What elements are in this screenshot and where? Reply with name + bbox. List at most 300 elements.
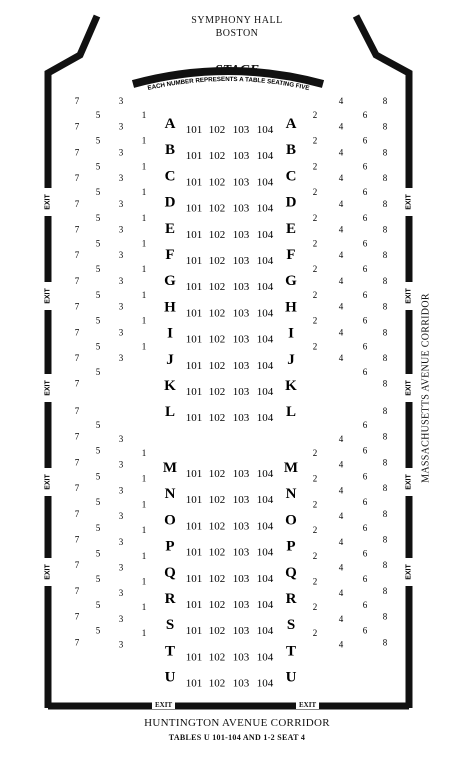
exit-left-1[interactable] — [42, 282, 54, 310]
table-right-4-3[interactable]: 4 — [338, 173, 344, 184]
table-right-2-8[interactable]: 2 — [312, 315, 318, 326]
table-left-7-3[interactable]: 7 — [74, 483, 80, 494]
row-label-i[interactable]: I — [167, 325, 173, 342]
table-right-6-5[interactable]: 6 — [362, 238, 368, 249]
table-n-103[interactable]: 103 — [232, 494, 250, 507]
row-label-h-right[interactable]: H — [285, 299, 297, 316]
table-a-101[interactable]: 101 — [185, 124, 203, 136]
table-k-103[interactable]: 103 — [232, 386, 250, 398]
table-right-6-8[interactable]: 6 — [362, 315, 368, 326]
table-s-104[interactable]: 104 — [256, 625, 274, 638]
table-p-101[interactable]: 101 — [185, 546, 203, 559]
row-label-m-right[interactable]: M — [283, 460, 299, 476]
table-left-5-7[interactable]: 5 — [95, 289, 101, 300]
table-o-103[interactable]: 103 — [232, 520, 250, 533]
table-g-102[interactable]: 102 — [208, 281, 226, 294]
row-label-t-right[interactable]: T — [285, 643, 297, 660]
table-left-5-8[interactable]: 5 — [95, 315, 101, 326]
table-i-101[interactable]: 101 — [185, 333, 203, 346]
table-a-103[interactable]: 103 — [232, 124, 250, 136]
table-f-103[interactable]: 103 — [232, 255, 250, 267]
table-left-7-0[interactable]: 7 — [74, 96, 80, 106]
table-q-101[interactable]: 101 — [185, 572, 203, 585]
table-left-3-6[interactable]: 3 — [118, 250, 124, 261]
row-label-b[interactable]: B — [164, 142, 176, 159]
exit-right-1[interactable] — [403, 282, 415, 310]
table-left-5-8[interactable]: 5 — [95, 625, 101, 636]
table-left-5-1[interactable]: 5 — [95, 445, 101, 456]
table-right-8-4[interactable]: 8 — [382, 508, 388, 519]
row-label-g-right[interactable]: G — [285, 273, 297, 290]
table-right-6-1[interactable]: 6 — [362, 445, 368, 456]
row-label-q-right[interactable]: Q — [285, 564, 297, 581]
table-left-1-9[interactable]: 1 — [141, 341, 147, 352]
table-g-103[interactable]: 103 — [232, 281, 250, 294]
table-left-3-0[interactable]: 3 — [118, 434, 124, 444]
row-label-e-right[interactable]: E — [285, 220, 297, 237]
table-s-103[interactable]: 103 — [232, 625, 250, 638]
table-right-8-3[interactable]: 8 — [382, 483, 388, 494]
table-left-1-3[interactable]: 1 — [141, 525, 147, 536]
table-right-6-8[interactable]: 6 — [362, 625, 368, 636]
row-label-r-right[interactable]: R — [285, 591, 297, 607]
table-q-102[interactable]: 102 — [208, 572, 226, 585]
table-left-3-2[interactable]: 3 — [118, 147, 124, 158]
table-t-101[interactable]: 101 — [185, 651, 203, 664]
table-left-5-1[interactable]: 5 — [95, 135, 101, 146]
table-left-3-7[interactable]: 3 — [118, 275, 124, 286]
row-label-d-right[interactable]: D — [285, 194, 297, 211]
row-label-c[interactable]: C — [164, 168, 176, 185]
table-left-7-7[interactable]: 7 — [74, 585, 80, 596]
table-right-8-0[interactable]: 8 — [382, 96, 388, 106]
table-m-104[interactable]: 104 — [256, 468, 274, 480]
table-u-101[interactable]: 101 — [185, 677, 203, 690]
exit-bottom-left[interactable]: EXIT — [152, 701, 175, 709]
table-left-3-1[interactable]: 3 — [118, 459, 124, 470]
table-r-102[interactable]: 102 — [208, 599, 226, 611]
table-n-101[interactable]: 101 — [185, 494, 203, 507]
table-left-5-3[interactable]: 5 — [95, 187, 101, 198]
table-right-6-2[interactable]: 6 — [362, 161, 368, 172]
table-left-7-11[interactable]: 7 — [74, 378, 80, 389]
table-right-6-6[interactable]: 6 — [362, 574, 368, 585]
table-left-3-9[interactable]: 3 — [118, 327, 124, 338]
table-c-101[interactable]: 101 — [185, 176, 203, 189]
table-right-4-1[interactable]: 4 — [338, 459, 344, 470]
exit-right-2[interactable] — [403, 374, 415, 402]
table-left-3-5[interactable]: 3 — [118, 224, 124, 235]
table-h-102[interactable]: 102 — [208, 307, 226, 320]
table-m-101[interactable]: 101 — [185, 468, 203, 480]
table-u-103[interactable]: 103 — [232, 677, 250, 690]
table-j-102[interactable]: 102 — [208, 359, 226, 372]
table-left-7-6[interactable]: 7 — [74, 250, 80, 261]
table-right-4-5[interactable]: 4 — [338, 224, 344, 235]
table-right-4-8[interactable]: 4 — [338, 301, 344, 312]
row-label-j[interactable]: J — [166, 351, 174, 368]
table-left-1-6[interactable]: 1 — [141, 602, 147, 613]
table-right-4-3[interactable]: 4 — [338, 511, 344, 522]
row-label-n[interactable]: N — [164, 486, 176, 503]
table-i-103[interactable]: 103 — [232, 333, 250, 346]
table-right-4-1[interactable]: 4 — [338, 121, 344, 132]
table-r-103[interactable]: 103 — [232, 599, 250, 611]
table-left-1-7[interactable]: 1 — [141, 627, 147, 638]
table-right-2-7[interactable]: 2 — [312, 627, 318, 638]
table-left-7-4[interactable]: 7 — [74, 198, 80, 209]
table-right-2-4[interactable]: 2 — [312, 550, 318, 561]
row-label-t[interactable]: T — [164, 643, 176, 660]
exit-right-4[interactable] — [403, 558, 415, 586]
table-right-4-6[interactable]: 4 — [338, 250, 344, 261]
row-label-f-right[interactable]: F — [286, 247, 296, 263]
table-right-2-3[interactable]: 2 — [312, 187, 318, 198]
table-right-2-2[interactable]: 2 — [312, 499, 318, 510]
table-right-4-9[interactable]: 4 — [338, 327, 344, 338]
exit-left-2[interactable] — [42, 374, 54, 402]
table-n-102[interactable]: 102 — [208, 494, 226, 507]
table-left-5-3[interactable]: 5 — [95, 497, 101, 508]
table-right-2-5[interactable]: 2 — [312, 238, 318, 249]
table-g-101[interactable]: 101 — [185, 281, 203, 294]
table-right-4-4[interactable]: 4 — [338, 536, 344, 547]
row-label-f[interactable]: F — [165, 247, 175, 263]
row-label-s[interactable]: S — [165, 617, 175, 634]
table-left-7-2[interactable]: 7 — [74, 147, 80, 158]
table-left-1-0[interactable]: 1 — [141, 110, 147, 120]
row-label-n-right[interactable]: N — [285, 486, 297, 503]
table-left-1-5[interactable]: 1 — [141, 238, 147, 249]
table-right-6-9[interactable]: 6 — [362, 341, 368, 352]
table-left-1-6[interactable]: 1 — [141, 264, 147, 275]
table-f-102[interactable]: 102 — [208, 255, 226, 267]
exit-left-4[interactable] — [42, 558, 54, 586]
table-right-2-1[interactable]: 2 — [312, 473, 318, 484]
table-left-3-3[interactable]: 3 — [118, 511, 124, 522]
row-label-k-right[interactable]: K — [285, 378, 297, 394]
table-right-8-5[interactable]: 8 — [382, 224, 388, 235]
table-c-103[interactable]: 103 — [232, 176, 250, 189]
table-left-5-9[interactable]: 5 — [95, 341, 101, 352]
table-left-1-7[interactable]: 1 — [141, 289, 147, 300]
table-left-3-4[interactable]: 3 — [118, 198, 124, 209]
table-l-102[interactable]: 102 — [208, 412, 226, 425]
table-left-1-4[interactable]: 1 — [141, 550, 147, 561]
table-right-2-1[interactable]: 2 — [312, 135, 318, 146]
exit-right-3[interactable] — [403, 468, 415, 496]
table-c-102[interactable]: 102 — [208, 176, 226, 189]
table-left-1-8[interactable]: 1 — [141, 315, 147, 326]
table-right-8-6[interactable]: 8 — [382, 250, 388, 261]
table-left-3-7[interactable]: 3 — [118, 613, 124, 624]
table-left-1-4[interactable]: 1 — [141, 212, 147, 223]
table-right-4-5[interactable]: 4 — [338, 562, 344, 573]
table-left-7-9[interactable]: 7 — [74, 327, 80, 338]
table-d-101[interactable]: 101 — [185, 202, 203, 215]
table-left-1-3[interactable]: 1 — [141, 187, 147, 198]
table-d-104[interactable]: 104 — [256, 202, 274, 215]
table-right-8-2[interactable]: 8 — [382, 147, 388, 158]
exit-right-0[interactable] — [403, 188, 415, 216]
table-right-6-7[interactable]: 6 — [362, 599, 368, 610]
row-label-o[interactable]: O — [164, 512, 176, 529]
table-s-102[interactable]: 102 — [208, 625, 226, 638]
table-right-2-0[interactable]: 2 — [312, 448, 318, 458]
table-right-2-9[interactable]: 2 — [312, 341, 318, 352]
table-q-104[interactable]: 104 — [256, 572, 274, 585]
table-left-5-4[interactable]: 5 — [95, 212, 101, 223]
table-right-4-8[interactable]: 4 — [338, 639, 344, 650]
table-i-104[interactable]: 104 — [256, 333, 274, 346]
table-g-104[interactable]: 104 — [256, 281, 274, 294]
table-right-6-0[interactable]: 6 — [362, 420, 368, 430]
table-o-104[interactable]: 104 — [256, 520, 274, 533]
table-right-8-0[interactable]: 8 — [382, 406, 388, 416]
table-t-104[interactable]: 104 — [256, 651, 274, 664]
table-left-7-1[interactable]: 7 — [74, 431, 80, 442]
table-left-5-5[interactable]: 5 — [95, 238, 101, 249]
table-h-103[interactable]: 103 — [232, 307, 250, 320]
row-label-d[interactable]: D — [164, 194, 176, 211]
exit-left-0[interactable] — [42, 188, 54, 216]
table-left-1-2[interactable]: 1 — [141, 499, 147, 510]
table-o-101[interactable]: 101 — [185, 520, 203, 533]
table-right-2-3[interactable]: 2 — [312, 525, 318, 536]
table-right-8-9[interactable]: 8 — [382, 637, 388, 648]
table-d-102[interactable]: 102 — [208, 202, 226, 215]
table-right-8-3[interactable]: 8 — [382, 173, 388, 184]
row-label-u-right[interactable]: U — [285, 669, 297, 686]
table-left-7-9[interactable]: 7 — [74, 637, 80, 648]
row-label-h[interactable]: H — [164, 299, 176, 316]
table-right-8-10[interactable]: 8 — [382, 353, 388, 363]
table-left-7-7[interactable]: 7 — [74, 275, 80, 286]
table-right-8-5[interactable]: 8 — [382, 534, 388, 545]
table-j-103[interactable]: 103 — [232, 359, 250, 372]
table-left-5-0[interactable]: 5 — [95, 110, 101, 120]
table-right-6-4[interactable]: 6 — [362, 212, 368, 223]
table-right-4-10[interactable]: 4 — [338, 353, 344, 363]
table-e-101[interactable]: 101 — [185, 228, 203, 241]
table-b-103[interactable]: 103 — [232, 150, 250, 163]
table-left-7-8[interactable]: 7 — [74, 611, 80, 622]
table-left-1-1[interactable]: 1 — [141, 135, 147, 146]
table-k-102[interactable]: 102 — [208, 386, 226, 398]
table-b-104[interactable]: 104 — [256, 150, 274, 163]
table-left-3-4[interactable]: 3 — [118, 536, 124, 547]
row-label-m[interactable]: M — [162, 460, 178, 476]
table-left-3-10[interactable]: 3 — [118, 353, 124, 363]
table-left-5-2[interactable]: 5 — [95, 161, 101, 172]
table-left-5-4[interactable]: 5 — [95, 522, 101, 533]
table-left-7-2[interactable]: 7 — [74, 457, 80, 468]
table-q-103[interactable]: 103 — [232, 572, 250, 585]
table-p-104[interactable]: 104 — [256, 546, 274, 559]
table-right-8-8[interactable]: 8 — [382, 301, 388, 312]
table-p-102[interactable]: 102 — [208, 546, 226, 559]
row-label-a-right[interactable]: A — [285, 116, 297, 132]
table-a-104[interactable]: 104 — [256, 124, 274, 136]
table-right-4-7[interactable]: 4 — [338, 275, 344, 286]
table-left-3-2[interactable]: 3 — [118, 485, 124, 496]
table-l-104[interactable]: 104 — [256, 412, 274, 425]
table-left-5-7[interactable]: 5 — [95, 599, 101, 610]
table-m-102[interactable]: 102 — [208, 468, 226, 480]
row-label-p-right[interactable]: P — [286, 538, 296, 555]
table-right-4-0[interactable]: 4 — [338, 434, 344, 444]
table-right-6-5[interactable]: 6 — [362, 548, 368, 559]
table-right-4-4[interactable]: 4 — [338, 198, 344, 209]
table-left-7-6[interactable]: 7 — [74, 560, 80, 571]
table-left-1-0[interactable]: 1 — [141, 448, 147, 458]
table-left-3-0[interactable]: 3 — [118, 96, 124, 106]
row-label-p[interactable]: P — [165, 538, 175, 555]
table-right-2-4[interactable]: 2 — [312, 212, 318, 223]
row-label-c-right[interactable]: C — [285, 168, 297, 185]
table-left-3-5[interactable]: 3 — [118, 562, 124, 573]
table-m-103[interactable]: 103 — [232, 468, 250, 480]
table-right-4-2[interactable]: 4 — [338, 485, 344, 496]
exit-bottom-right[interactable]: EXIT — [296, 701, 319, 709]
table-left-7-3[interactable]: 7 — [74, 173, 80, 184]
table-right-6-7[interactable]: 6 — [362, 289, 368, 300]
table-right-2-6[interactable]: 2 — [312, 602, 318, 613]
table-right-8-2[interactable]: 8 — [382, 457, 388, 468]
table-p-103[interactable]: 103 — [232, 546, 250, 559]
table-left-3-1[interactable]: 3 — [118, 121, 124, 132]
table-left-7-0[interactable]: 7 — [74, 406, 80, 416]
table-right-2-2[interactable]: 2 — [312, 161, 318, 172]
table-left-3-8[interactable]: 3 — [118, 639, 124, 650]
table-right-6-2[interactable]: 6 — [362, 471, 368, 482]
row-label-b-right[interactable]: B — [285, 142, 297, 159]
table-right-2-6[interactable]: 2 — [312, 264, 318, 275]
table-left-5-0[interactable]: 5 — [95, 420, 101, 430]
table-right-4-0[interactable]: 4 — [338, 96, 344, 106]
table-l-103[interactable]: 103 — [232, 412, 250, 425]
row-label-g[interactable]: G — [164, 273, 176, 290]
table-e-104[interactable]: 104 — [256, 228, 274, 241]
table-u-102[interactable]: 102 — [208, 677, 226, 690]
table-e-103[interactable]: 103 — [232, 228, 250, 241]
row-label-k[interactable]: K — [164, 378, 176, 394]
table-right-8-1[interactable]: 8 — [382, 121, 388, 132]
row-label-s-right[interactable]: S — [286, 617, 296, 634]
table-left-5-10[interactable]: 5 — [95, 367, 101, 377]
row-label-r[interactable]: R — [164, 591, 176, 607]
table-e-102[interactable]: 102 — [208, 228, 226, 241]
row-label-q[interactable]: Q — [164, 564, 176, 581]
table-left-5-6[interactable]: 5 — [95, 264, 101, 275]
table-r-104[interactable]: 104 — [256, 599, 274, 611]
table-right-2-0[interactable]: 2 — [312, 110, 318, 120]
table-right-6-6[interactable]: 6 — [362, 264, 368, 275]
table-b-102[interactable]: 102 — [208, 150, 226, 163]
table-d-103[interactable]: 103 — [232, 202, 250, 215]
table-right-6-4[interactable]: 6 — [362, 522, 368, 533]
table-left-7-1[interactable]: 7 — [74, 121, 80, 132]
exit-right-0-label: EXIT — [405, 194, 413, 210]
table-h-101[interactable]: 101 — [185, 307, 203, 320]
table-b-101[interactable]: 101 — [185, 150, 203, 163]
row-label-i-right[interactable]: I — [288, 325, 294, 342]
table-i-102[interactable]: 102 — [208, 333, 226, 346]
exit-left-3[interactable] — [42, 468, 54, 496]
table-right-6-10[interactable]: 6 — [362, 367, 368, 377]
table-right-2-7[interactable]: 2 — [312, 289, 318, 300]
row-label-o-right[interactable]: O — [285, 512, 297, 529]
table-right-8-7[interactable]: 8 — [382, 275, 388, 286]
table-l-101[interactable]: 101 — [185, 412, 203, 425]
table-right-8-6[interactable]: 8 — [382, 560, 388, 571]
row-label-u[interactable]: U — [164, 669, 176, 686]
table-t-102[interactable]: 102 — [208, 651, 226, 664]
table-left-1-5[interactable]: 1 — [141, 576, 147, 587]
table-left-7-5[interactable]: 7 — [74, 224, 80, 235]
table-right-6-3[interactable]: 6 — [362, 187, 368, 198]
row-label-a[interactable]: A — [164, 116, 176, 132]
table-left-3-6[interactable]: 3 — [118, 588, 124, 599]
table-o-102[interactable]: 102 — [208, 520, 226, 533]
table-right-4-7[interactable]: 4 — [338, 613, 344, 624]
table-j-104[interactable]: 104 — [256, 359, 274, 372]
table-left-7-4[interactable]: 7 — [74, 508, 80, 519]
table-right-8-11[interactable]: 8 — [382, 378, 388, 389]
table-right-8-7[interactable]: 8 — [382, 585, 388, 596]
city-name: BOSTON — [215, 28, 259, 39]
table-left-5-5[interactable]: 5 — [95, 548, 101, 559]
table-c-104[interactable]: 104 — [256, 176, 274, 189]
table-right-8-1[interactable]: 8 — [382, 431, 388, 442]
row-label-j-right[interactable]: J — [287, 351, 295, 368]
table-right-8-8[interactable]: 8 — [382, 611, 388, 622]
table-left-1-2[interactable]: 1 — [141, 161, 147, 172]
table-left-3-3[interactable]: 3 — [118, 173, 124, 184]
table-right-8-4[interactable]: 8 — [382, 198, 388, 209]
table-right-4-2[interactable]: 4 — [338, 147, 344, 158]
table-right-6-3[interactable]: 6 — [362, 497, 368, 508]
table-u-104[interactable]: 104 — [256, 677, 274, 690]
table-left-7-5[interactable]: 7 — [74, 534, 80, 545]
table-n-104[interactable]: 104 — [256, 494, 274, 507]
table-right-6-0[interactable]: 6 — [362, 110, 368, 120]
row-label-l-right[interactable]: L — [285, 404, 297, 421]
row-label-l[interactable]: L — [164, 404, 176, 421]
table-right-6-1[interactable]: 6 — [362, 135, 368, 146]
table-left-7-10[interactable]: 7 — [74, 353, 80, 363]
table-j-101[interactable]: 101 — [185, 359, 203, 372]
table-left-5-6[interactable]: 5 — [95, 574, 101, 585]
table-left-7-8[interactable]: 7 — [74, 301, 80, 312]
table-k-101[interactable]: 101 — [185, 386, 203, 398]
table-left-5-2[interactable]: 5 — [95, 471, 101, 482]
table-left-3-8[interactable]: 3 — [118, 301, 124, 312]
table-right-4-6[interactable]: 4 — [338, 588, 344, 599]
table-h-104[interactable]: 104 — [256, 307, 274, 320]
table-s-101[interactable]: 101 — [185, 625, 203, 638]
table-r-101[interactable]: 101 — [185, 599, 203, 611]
table-f-104[interactable]: 104 — [256, 255, 274, 267]
row-label-e[interactable]: E — [164, 220, 176, 237]
table-f-101[interactable]: 101 — [185, 255, 203, 267]
table-left-1-1[interactable]: 1 — [141, 473, 147, 484]
table-a-102[interactable]: 102 — [208, 124, 226, 136]
table-k-104[interactable]: 104 — [256, 386, 274, 398]
table-t-103[interactable]: 103 — [232, 651, 250, 664]
table-right-8-9[interactable]: 8 — [382, 327, 388, 338]
table-right-2-5[interactable]: 2 — [312, 576, 318, 587]
